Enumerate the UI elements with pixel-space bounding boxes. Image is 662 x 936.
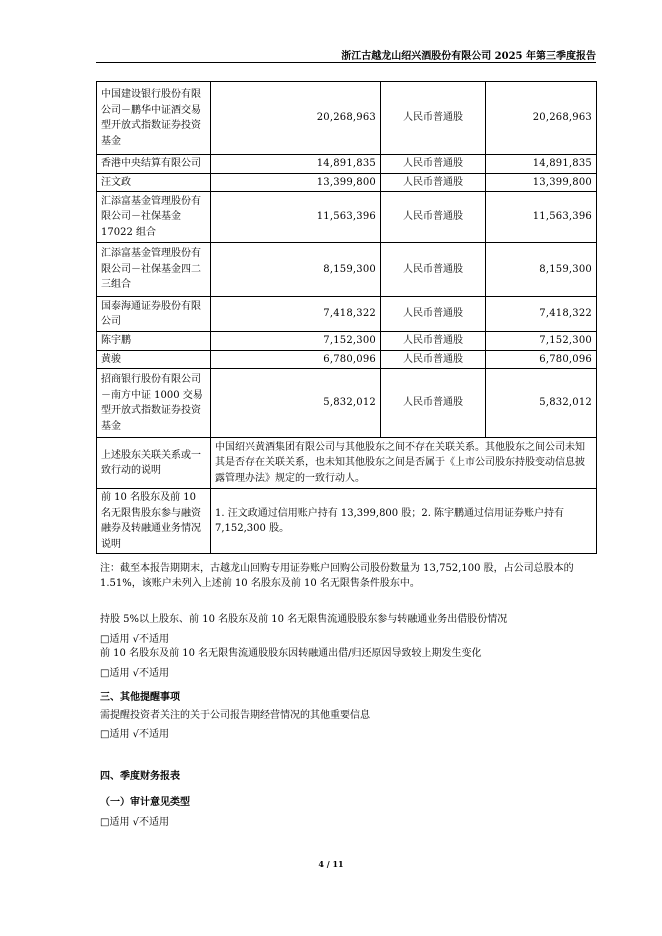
section-4-heading: 四、季度财务报表 — [100, 771, 180, 782]
holder-shares: 20,268,963 — [211, 82, 381, 155]
holder-shares: 7,152,300 — [211, 332, 381, 351]
audit-opinion-option: □适用 √不适用 — [100, 817, 169, 828]
holder-name: 汇添富基金管理股份有限公司－社保基金 17022 组合 — [97, 192, 211, 243]
holder-shares: 8,159,300 — [211, 243, 381, 297]
holder-name: 汪文政 — [97, 173, 211, 192]
table-row — [97, 243, 597, 297]
share-count: 20,268,963 — [486, 82, 597, 155]
section-3-option: □适用 √不适用 — [100, 729, 169, 740]
share-count: 14,891,835 — [486, 155, 597, 174]
share-class: 人民币普通股 — [381, 332, 486, 351]
holder-shares: 7,418,322 — [211, 297, 381, 332]
table-row-relation — [97, 438, 597, 489]
table-row — [97, 82, 597, 155]
table-row-margin — [97, 489, 597, 554]
holder-name: 招商银行股份有限公司－南方中证 1000 交易型开放式指数证券投资基金 — [97, 369, 211, 438]
lending-title: 持股 5%以上股东、前 10 名股东及前 10 名无限售流通股股东参与转融通业务出借股份情况 — [100, 614, 508, 625]
table-row — [97, 173, 597, 192]
top-shareholders-table — [96, 81, 597, 554]
relation-text: 中国绍兴黄酒集团有限公司与其他股东之间不存在关联关系。其他股东之间公司未知其是否存在关联关系，也未知其他股东之间是否属于《上市公司股东持股变动信息披露管理办法》规定的一致行动人。 — [211, 438, 597, 489]
margin-text: 1. 汪文政通过信用账户持有 13,399,800 股；2. 陈宇鹏通过信用证券账户持有 7,152,300 股。 — [211, 489, 597, 554]
holder-name: 汇添富基金管理股份有限公司－社保基金四二三组合 — [97, 243, 211, 297]
section-3-text: 需提醒投资者关注的关于公司报告期经营情况的其他重要信息 — [100, 710, 370, 721]
lending-option: □适用 √不适用 — [100, 634, 169, 645]
holder-name: 陈宇鹏 — [97, 332, 211, 351]
table-row — [97, 332, 597, 351]
holder-shares: 11,563,396 — [211, 192, 381, 243]
share-class: 人民币普通股 — [381, 192, 486, 243]
holder-shares: 13,399,800 — [211, 173, 381, 192]
holder-name: 中国建设银行股份有限公司－鹏华中证酒交易型开放式指数证券投资基金 — [97, 82, 211, 155]
share-class: 人民币普通股 — [381, 350, 486, 369]
lending-change-title: 前 10 名股东及前 10 名无限售流通股股东因转融通出借/归还原因导致较上期发生变化 — [100, 648, 482, 659]
share-class: 人民币普通股 — [381, 243, 486, 297]
table-row — [97, 192, 597, 243]
table-row — [97, 350, 597, 369]
header-divider — [96, 62, 596, 63]
page-number: 4 / 11 — [318, 859, 344, 869]
section-3-heading: 三、其他提醒事项 — [100, 692, 180, 703]
holder-name: 国泰海通证券股份有限公司 — [97, 297, 211, 332]
share-count: 8,159,300 — [486, 243, 597, 297]
share-count: 6,780,096 — [486, 350, 597, 369]
audit-opinion-heading: （一）审计意见类型 — [100, 797, 190, 808]
share-class: 人民币普通股 — [381, 82, 486, 155]
repurchase-note: 注：截至本报告期期末，古越龙山回购专用证券账户回购公司股份数量为 13,752,100 股，占公司总股本的 1.51%，该账户未列入上述前 10 名股东及前 10 名无限售条件股东中。 — [100, 563, 574, 589]
table-row — [97, 297, 597, 332]
share-count: 7,152,300 — [486, 332, 597, 351]
relation-label: 上述股东关联关系或一致行动的说明 — [97, 438, 211, 489]
table-row — [97, 155, 597, 174]
share-count: 13,399,800 — [486, 173, 597, 192]
lending-change-option: □适用 √不适用 — [100, 668, 169, 679]
holder-name: 香港中央结算有限公司 — [97, 155, 211, 174]
report-header: 浙江古越龙山绍兴酒股份有限公司 2025 年第三季度报告 — [341, 51, 596, 62]
share-count: 11,563,396 — [486, 192, 597, 243]
share-class: 人民币普通股 — [381, 155, 486, 174]
table-row — [97, 369, 597, 438]
holder-name: 黄骏 — [97, 350, 211, 369]
share-class: 人民币普通股 — [381, 297, 486, 332]
share-count: 5,832,012 — [486, 369, 597, 438]
share-class: 人民币普通股 — [381, 173, 486, 192]
share-class: 人民币普通股 — [381, 369, 486, 438]
holder-shares: 14,891,835 — [211, 155, 381, 174]
holder-shares: 5,832,012 — [211, 369, 381, 438]
holder-shares: 6,780,096 — [211, 350, 381, 369]
share-count: 7,418,322 — [486, 297, 597, 332]
margin-label: 前 10 名股东及前 10 名无限售股东参与融资融券及转融通业务情况说明 — [97, 489, 211, 554]
